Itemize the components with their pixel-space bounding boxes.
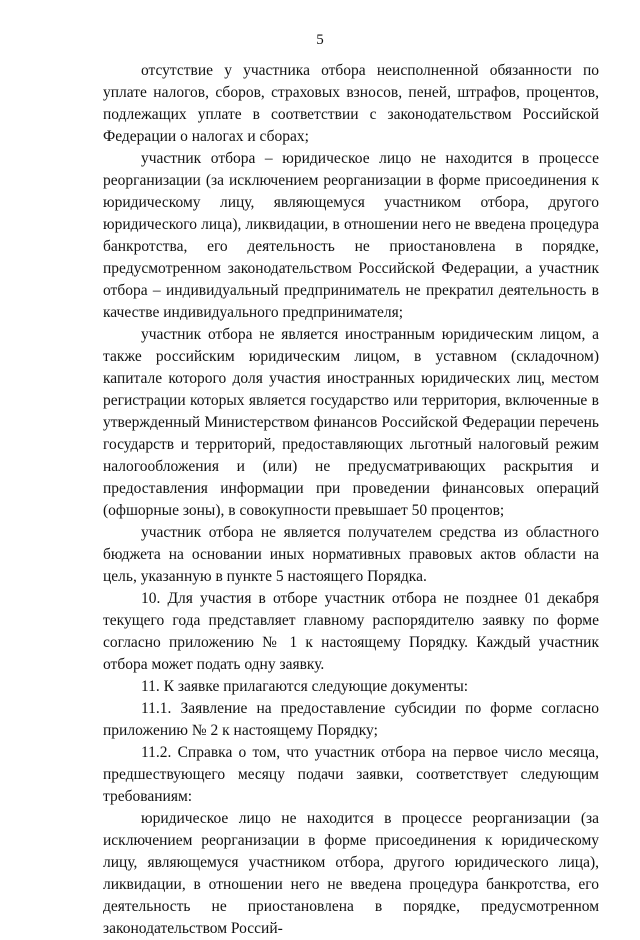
paragraph-legal-entity-status: участник отбора – юридическое лицо не находится в процессе реорганизации (за исключением реорганизации в форме присоединения к юридическому лицу, являющемуся участником отбора, другого юридического лица), ликвидации, в отношении него не введена процедура банкротства, его деятельность не приостановлена в порядке, предусмотренном законодательством Российской Федерации, а участник отбора – индивидуальный предприниматель не прекратил деятельность в качестве индивидуального предпринимателя; <box>103 150 599 321</box>
paragraph-item-11-1: 11.1. Заявление на предоставление субсидии по форме согласно приложению № 2 к настоящему Порядку; <box>103 700 599 739</box>
document-body <box>103 60 599 940</box>
paragraph-tax-obligations: отсутствие у участника отбора неисполненной обязанности по уплате налогов, сборов, страховых взносов, пеней, штрафов, процентов, подлежащих уплате в соответствии с законодательством Российской Федерации о налогах и сборах; <box>103 62 599 145</box>
paragraph-budget-recipient: участник отбора не является получателем средства из областного бюджета на основании иных нормативных правовых актов области на цель, указанную в пункте 5 настоящего Порядка. <box>103 524 599 585</box>
paragraph-item-11: 11. К заявке прилагаются следующие документы: <box>141 678 469 695</box>
paragraph-item-10: 10. Для участия в отборе участник отбора не позднее 01 декабря текущего года представляет главному распорядителю заявку по форме согласно приложению № 1 к настоящему Порядку. Каждый участник отбора может подать одну заявку. <box>103 590 599 673</box>
paragraph-item-11-2: 11.2. Справка о том, что участник отбора на первое число месяца, предшествующего месяцу подачи заявки, соответствует следующим требованиям: <box>103 744 599 805</box>
page-number: 5 <box>316 32 324 48</box>
paragraph-foreign-entity: участник отбора не является иностранным юридическим лицом, а также российским юридическим лицом, в уставном (складочном) капитале которого доля участия иностранных юридических лиц, местом регистрации которых является государство или территория, включенные в утвержденный Министерством финансов Российской Федерации перечень государств и территорий, предоставляющих льготный налоговый режим налогообложения и (или) не предусматривающих раскрытия и предоставления информации при проведении финансовых операций (офшорные зоны), в совокупности превышает 50 процентов; <box>103 326 599 519</box>
paragraph-reorganization-requirement: юридическое лицо не находится в процессе реорганизации (за исключением реорганизации в форме присоединения к юридическому лицу, являющемуся участником отбора, другого юридического лица), ликвидации, в отношении него не введена процедура банкротства, его деятельность не приостановлена в порядке, предусмотренном законодательством Россий- <box>103 810 599 937</box>
